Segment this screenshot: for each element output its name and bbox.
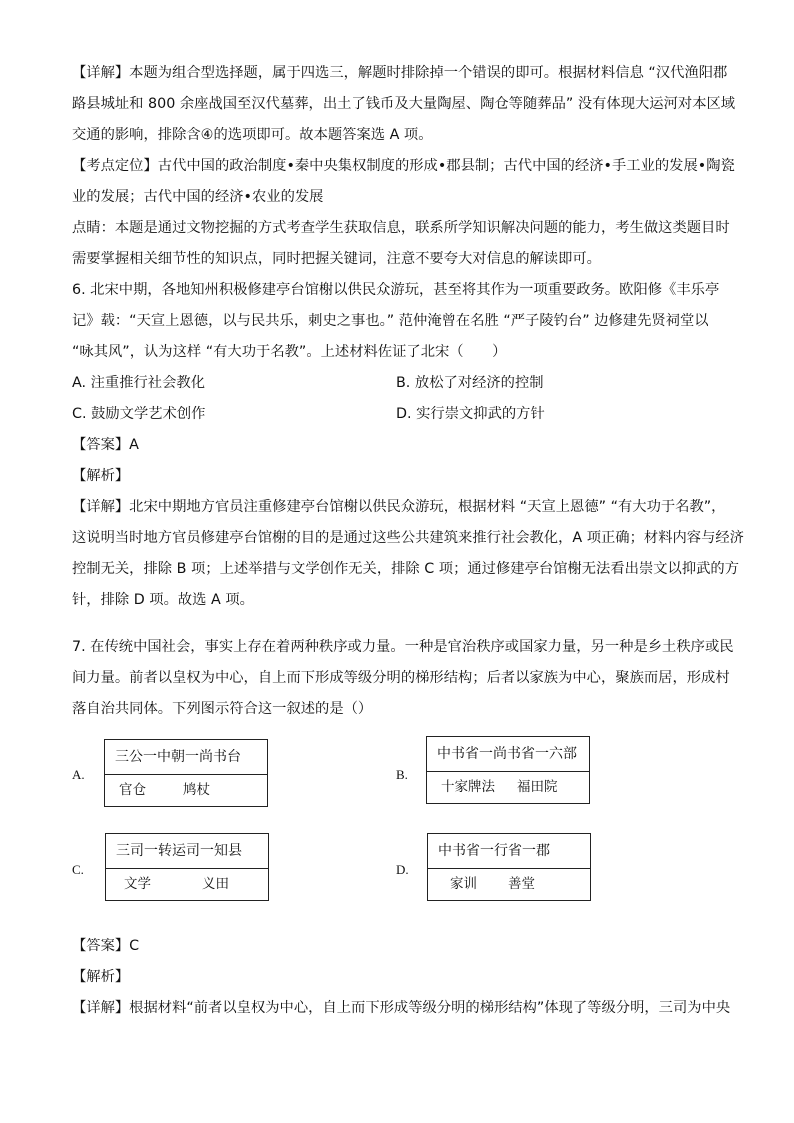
diagram-item: 福田院 xyxy=(517,779,558,795)
q7-diagram-b xyxy=(426,736,590,804)
diagram-hierarchy: 三司一转运司一知县 xyxy=(106,834,268,869)
diagram-item: 善堂 xyxy=(508,876,535,892)
diagram-local xyxy=(427,772,589,803)
q6-option-d: D. 实行崇文抑武的方针 xyxy=(396,406,545,422)
q7-jiexi-label: 【解析】 xyxy=(72,969,130,985)
q5-detail xyxy=(72,58,736,151)
q7-diagram-a-letter: A. xyxy=(72,767,85,782)
q6-answer: 【答案】A xyxy=(72,437,139,453)
text-line: 7. 在传统中国社会，事实上存在着两种秩序或力量。一种是官治秩序或国家力量，另一种是乡土秩序或民 xyxy=(72,639,734,655)
q6-option-a: A. 注重推行社会教化 xyxy=(72,375,205,391)
text-line: 需要掌握相关细节性的知识点，同时把握关键词，注意不要夸大对信息的解读即可。 xyxy=(72,251,601,267)
text-line: 控制无关，排除 B 项；上述举措与文学创作无关，排除 C 项；通过修建亭台馆榭无法看出崇文以抑武的方 xyxy=(72,561,740,577)
q7-diagram-d xyxy=(427,833,591,901)
text-line: 【详解】本题为组合型选择题，属于四选三，解题时排除掉一个错误的即可。根据材料信息 “汉代渔阳郡 xyxy=(72,65,728,81)
q6-options-row-1 xyxy=(72,368,732,399)
q7-diagram-c-letter: C. xyxy=(72,862,84,877)
document-page xyxy=(72,58,744,1024)
diagram-item: 官仓 xyxy=(119,782,146,798)
q6-option-b: B. 放松了对经济的控制 xyxy=(396,375,544,391)
text-line: 【考点定位】古代中国的政治制度•秦中央集权制度的形成•郡县制；古代中国的经济•手工业的发展•陶瓷 xyxy=(72,158,735,174)
text-line: 针，排除 D 项。故选 A 项。 xyxy=(72,592,254,608)
text-line: 【详解】北宋中期地方官员注重修建亭台馆榭以供民众游玩，根据材料 “天宣上恩德” “有大功于名教”， xyxy=(72,499,726,515)
text-line: 这说明当时地方官员修建亭台馆榭的目的是通过这些公共建筑来推行社会教化，A 项正确；材料内容与经济 xyxy=(72,530,744,546)
q6-stem xyxy=(72,275,732,368)
q6-detail xyxy=(72,492,744,616)
q6-option-c: C. 鼓励文学艺术创作 xyxy=(72,406,206,422)
spacer xyxy=(72,616,732,632)
q7-diagram-d-letter: D. xyxy=(396,862,409,877)
text-line: 记》载：“天宣上恩德，以与民共乐，刺史之事也。” 范仲淹曾在名胜 “严子陵钓台” 边修建先贤祠堂以 xyxy=(72,313,709,329)
q7-diagram-a xyxy=(104,739,268,807)
diagram-item: 家训 xyxy=(450,876,477,892)
diagram-hierarchy: 中书省一行省一郡 xyxy=(428,834,590,869)
diagram-item: 鸠杖 xyxy=(183,782,210,798)
diagram-hierarchy: 中书省一尚书省一六部 xyxy=(427,737,589,772)
diagram-local xyxy=(105,775,267,806)
text-line: 点睛：本题是通过文物挖掘的方式考查学生获取信息，联系所学知识解决问题的能力，考生做这类题目时 xyxy=(72,220,730,236)
text-line: 6. 北宋中期，各地知州积极修建亭台馆榭以供民众游玩，甚至将其作为一项重要政务。欧阳修《丰乐亭 xyxy=(72,282,720,298)
text-line: 落自治共同体。下列图示符合这一叙述的是（） xyxy=(72,701,373,717)
diagram-local xyxy=(428,869,590,900)
text-line: 间力量。前者以皇权为中心，自上而下形成等级分明的梯形结构；后者以家族为中心，聚族而居，形成村 xyxy=(72,670,730,686)
diagram-item: 十家牌法 xyxy=(441,779,495,795)
text-line: 路县城址和 800 余座战国至汉代墓葬，出土了钱币及大量陶屋、陶仓等随葬品” 没有体现大运河对本区域 xyxy=(72,96,736,112)
q7-answer: 【答案】C xyxy=(72,938,140,954)
q7-diagram-row-1 xyxy=(72,739,732,835)
diagram-item: 文学 xyxy=(124,876,151,892)
diagram-local xyxy=(106,869,268,900)
q7-stem xyxy=(72,632,732,725)
diagram-hierarchy: 三公一中朝一尚书台 xyxy=(105,740,267,775)
q6-options-row-2 xyxy=(72,399,732,430)
text-line: 业的发展；古代中国的经济•农业的发展 xyxy=(72,189,324,205)
q7-diagram-row-2 xyxy=(72,835,732,931)
q7-diagram-c xyxy=(105,833,269,901)
q7-detail: 【详解】根据材料“前者以皇权为中心，自上而下形成等级分明的梯形结构”体现了等级分明，三司为中央 xyxy=(72,1000,731,1016)
q5-kaodian xyxy=(72,151,735,213)
q7-diagram-b-letter: B. xyxy=(396,767,408,782)
text-line: “咏其风”，认为这样 “有大功于名教”。上述材料佐证了北宋（ ） xyxy=(72,344,507,360)
q5-dianjing xyxy=(72,213,732,275)
diagram-item: 义田 xyxy=(202,876,229,892)
text-line: 交通的影响，排除含④的选项即可。故本题答案选 A 项。 xyxy=(72,127,433,143)
q6-jiexi-label: 【解析】 xyxy=(72,468,130,484)
